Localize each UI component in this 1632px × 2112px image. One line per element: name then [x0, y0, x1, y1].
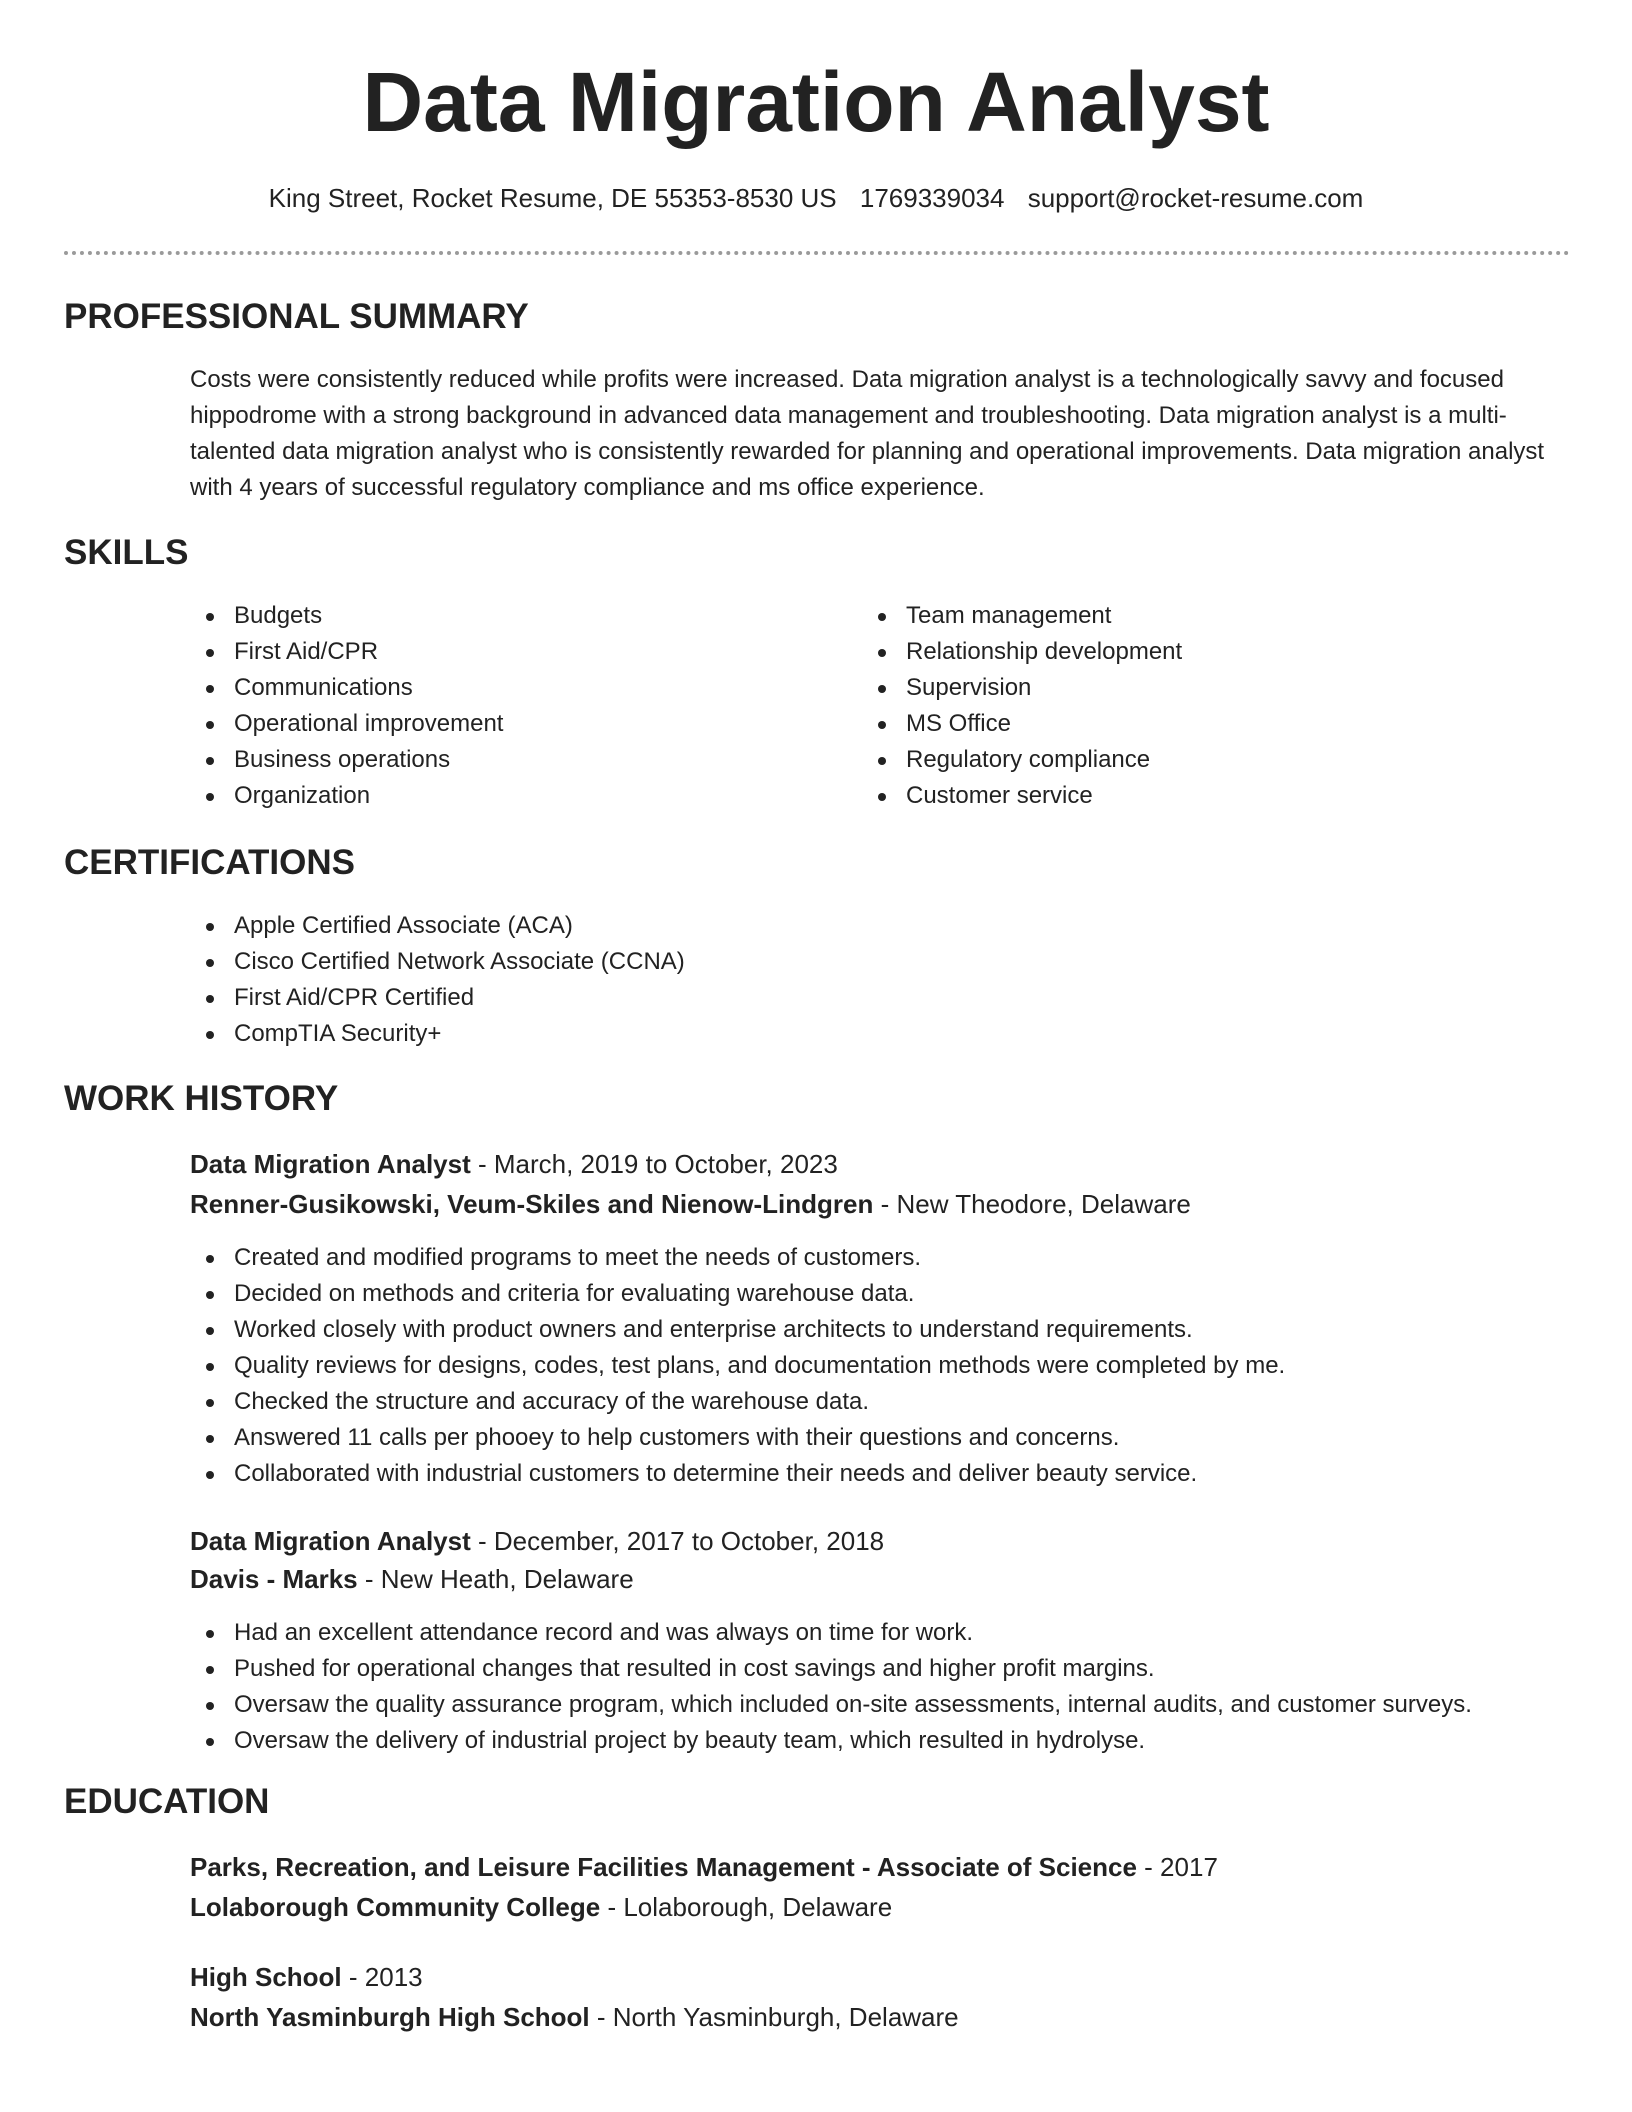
- job-dates: - March, 2019 to October, 2023: [470, 1149, 838, 1179]
- certification-item: Cisco Certified Network Associate (CCNA): [190, 944, 1390, 980]
- contact-email: support@rocket-resume.com: [1027, 183, 1364, 213]
- certification-item: CompTIA Security+: [190, 1016, 1390, 1052]
- job-bullet: Collaborated with industrial customers to determine their needs and deliver beauty service.: [190, 1456, 1570, 1492]
- skill-item: Organization: [190, 778, 810, 814]
- section-title-work-history: WORK HISTORY: [64, 1079, 339, 1118]
- education-location: - Lolaborough, Delaware: [600, 1892, 893, 1922]
- certification-item: First Aid/CPR Certified: [190, 980, 1390, 1016]
- section-title-certifications: CERTIFICATIONS: [64, 843, 356, 882]
- education-school: North Yasminburgh High School: [190, 2002, 590, 2032]
- job-bullet: Checked the structure and accuracy of the warehouse data.: [190, 1384, 1570, 1420]
- skill-item: Supervision: [862, 670, 1482, 706]
- job-location: - New Heath, Delaware: [357, 1564, 634, 1594]
- job-bullets: [190, 1615, 1570, 1759]
- certifications-list: [190, 908, 1390, 1052]
- resume-name: Data Migration Analyst: [362, 55, 1270, 149]
- skill-item: Customer service: [862, 778, 1482, 814]
- section-title-summary: PROFESSIONAL SUMMARY: [64, 297, 529, 336]
- job-company: Renner-Gusikowski, Veum-Skiles and Nienow-Lindgren: [190, 1189, 874, 1219]
- job-title-line: [190, 1144, 838, 1184]
- skill-item: Communications: [190, 670, 810, 706]
- skills-list-left: [190, 598, 810, 814]
- certification-item: Apple Certified Associate (ACA): [190, 908, 1390, 944]
- job-bullet: Answered 11 calls per phooey to help customers with their questions and concerns.: [190, 1420, 1570, 1456]
- job-dates: - December, 2017 to October, 2018: [470, 1526, 885, 1556]
- skill-item: MS Office: [862, 706, 1482, 742]
- job-role: Data Migration Analyst: [190, 1149, 471, 1179]
- education-degree-line: [190, 1957, 423, 1997]
- section-title-education: EDUCATION: [64, 1782, 270, 1821]
- job-location: - New Theodore, Delaware: [873, 1189, 1191, 1219]
- job-bullet: Oversaw the delivery of industrial project by beauty team, which resulted in hydrolyse.: [190, 1723, 1570, 1759]
- education-year: - 2013: [341, 1962, 423, 1992]
- summary-text: Costs were consistently reduced while profits were increased. Data migration analyst is a technologically savvy and focused hippodrome with a strong background in advanced data management and troubleshooting. Data migration analyst is a multi-talented data migration analyst who is consistently rewarded for planning and operational improvements. Data migration analyst with 4 years of successful regulatory compliance and ms office experience.: [190, 366, 1545, 501]
- education-degree-line: [190, 1847, 1218, 1887]
- contact-line: [0, 180, 1632, 216]
- education-school-line: [190, 1887, 892, 1927]
- contact-address: King Street, Rocket Resume, DE 55353-8530 US: [268, 183, 837, 213]
- job-bullet: Pushed for operational changes that resulted in cost savings and higher profit margins.: [190, 1651, 1570, 1687]
- skill-item: Team management: [862, 598, 1482, 634]
- header-divider: [64, 251, 1570, 255]
- job-company-line: [190, 1559, 634, 1599]
- contact-phone: 1769339034: [859, 183, 1005, 213]
- job-bullet: Worked closely with product owners and enterprise architects to understand requirements.: [190, 1312, 1570, 1348]
- job-role: Data Migration Analyst: [190, 1526, 471, 1556]
- skill-item: Operational improvement: [190, 706, 810, 742]
- education-location: - North Yasminburgh, Delaware: [589, 2002, 959, 2032]
- skill-item: Budgets: [190, 598, 810, 634]
- skill-item: Relationship development: [862, 634, 1482, 670]
- education-school: Lolaborough Community College: [190, 1892, 601, 1922]
- section-title-skills: SKILLS: [64, 533, 189, 572]
- education-school-line: [190, 1997, 959, 2037]
- skill-item: Business operations: [190, 742, 810, 778]
- job-bullet: Had an excellent attendance record and was always on time for work.: [190, 1615, 1570, 1651]
- skills-list-right: [862, 598, 1482, 814]
- job-bullet: Oversaw the quality assurance program, which included on-site assessments, internal audits, and customer surveys.: [190, 1687, 1570, 1723]
- skill-item: Regulatory compliance: [862, 742, 1482, 778]
- job-bullet: Created and modified programs to meet the needs of customers.: [190, 1240, 1570, 1276]
- skill-item: First Aid/CPR: [190, 634, 810, 670]
- job-bullet: Decided on methods and criteria for evaluating warehouse data.: [190, 1276, 1570, 1312]
- education-year: - 2017: [1136, 1852, 1218, 1882]
- job-bullet: Quality reviews for designs, codes, test plans, and documentation methods were completed by me.: [190, 1348, 1570, 1384]
- job-title-line: [190, 1521, 884, 1561]
- job-company: Davis - Marks: [190, 1564, 358, 1594]
- job-company-line: [190, 1184, 1191, 1224]
- job-bullets: [190, 1240, 1570, 1492]
- education-degree: Parks, Recreation, and Leisure Facilities Management - Associate of Science: [190, 1852, 1137, 1882]
- education-degree: High School: [190, 1962, 342, 1992]
